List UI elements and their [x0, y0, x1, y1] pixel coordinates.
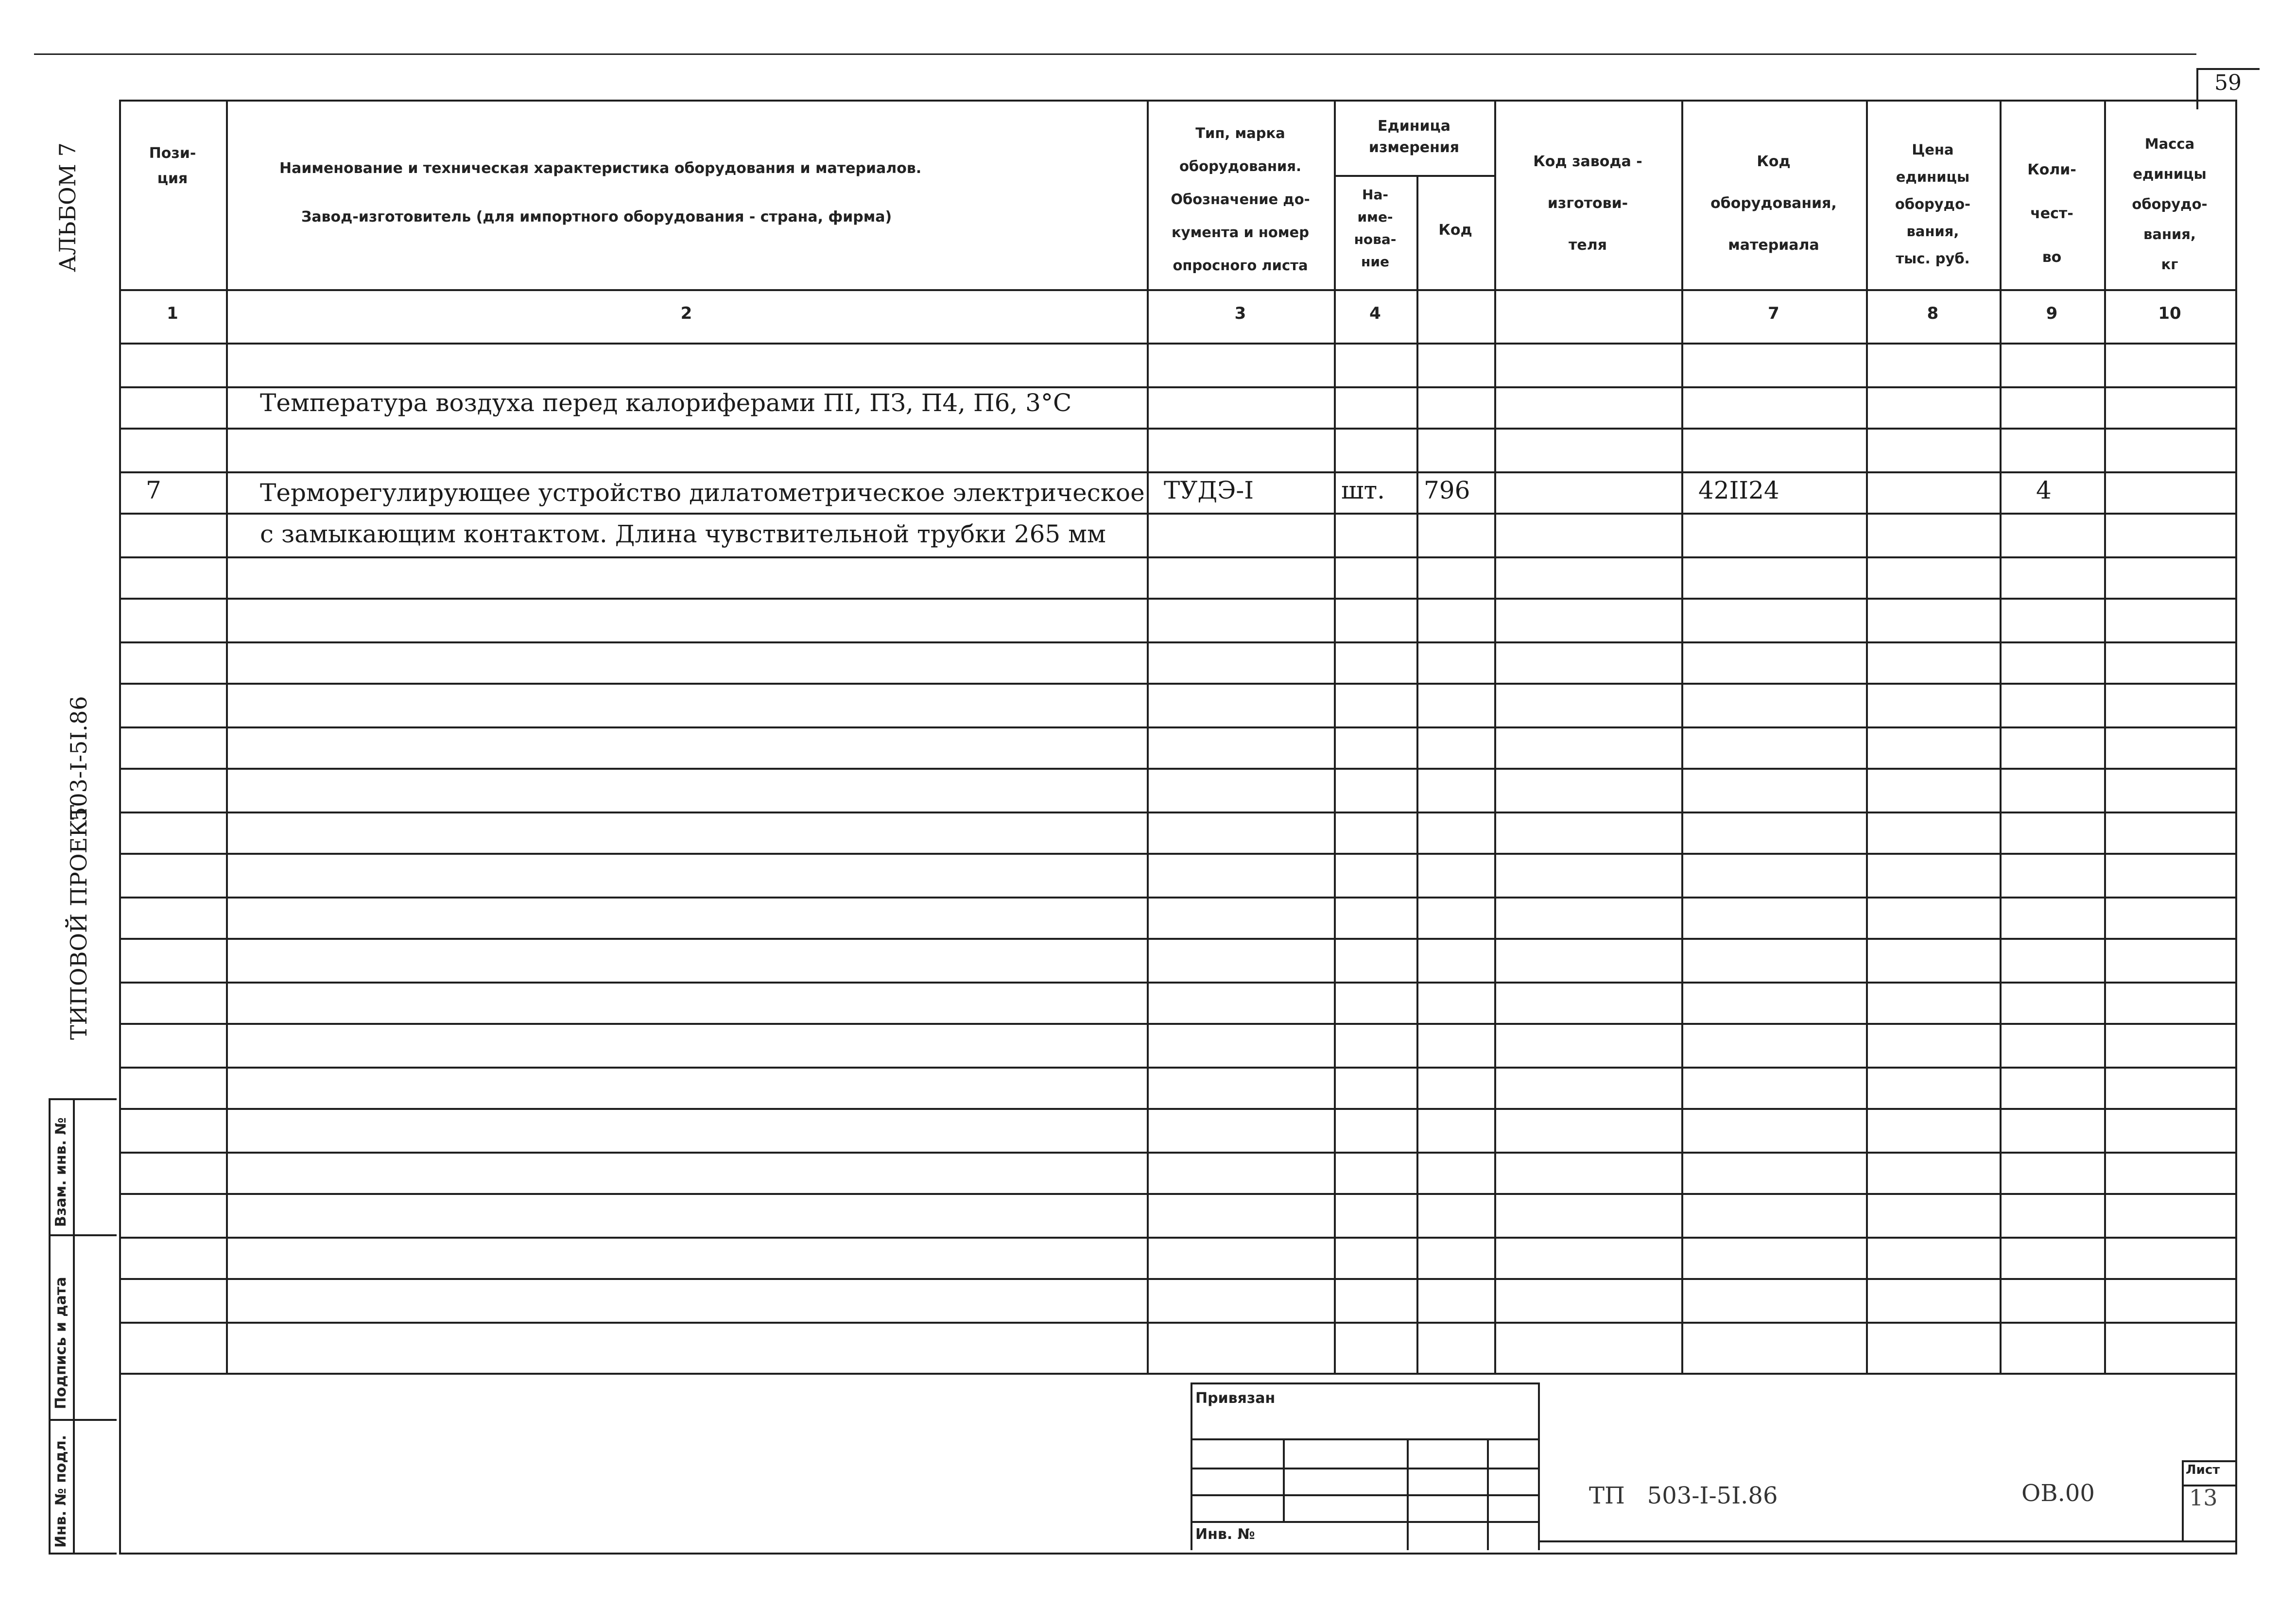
table-row-2-unit-code: 796 [1424, 476, 1470, 504]
colnum-1: 1 [167, 304, 178, 323]
sheet-code: ОВ.00 [2021, 1480, 2095, 1507]
sheet-number: 13 [2189, 1485, 2218, 1511]
document-code: ТП 503-I-5I.86 [1589, 1482, 1778, 1509]
page-number-box-left [2196, 68, 2198, 109]
col-div-3 [1334, 100, 1336, 1373]
colnum-7: 7 [1768, 304, 1779, 323]
stamp-block-row1 [1191, 1438, 1538, 1440]
row-line [119, 1023, 2235, 1025]
table-top [119, 100, 2235, 102]
col-div-9 [2104, 100, 2106, 1373]
row-line [119, 1193, 2235, 1195]
left-stamp-bottom [49, 1553, 117, 1555]
row-line [119, 428, 2235, 430]
table-row-2-type: ТУДЭ-I [1164, 476, 1254, 504]
row-line [119, 897, 2235, 899]
unit-group-divider [1334, 175, 1494, 177]
left-stamp-right [73, 1098, 75, 1553]
row-line [119, 812, 2235, 813]
stamp-label-inv: Инв. № подл. [52, 1434, 69, 1548]
colnum-3: 3 [1234, 304, 1246, 323]
colnum-8: 8 [1927, 304, 1939, 323]
table-row-1-name: Температура воздуха перед калориферами ПI, ПЗ, П4, П6, 3°С [260, 389, 1072, 417]
header-equip-code: Код оборудования, материала [1710, 153, 1837, 254]
stamp-block-right [1538, 1382, 1540, 1550]
stamp-block-col1 [1283, 1438, 1285, 1521]
project-code-side: 503-I-5I.86 [66, 696, 92, 821]
sheet-box-top [2182, 1460, 2235, 1462]
row-line [119, 471, 2235, 473]
row-line [119, 641, 2235, 643]
stamp-block-row3 [1191, 1494, 1538, 1496]
page-number-box-top [2196, 68, 2260, 70]
header-position: Пози- ция [149, 145, 196, 187]
stamp-inv-label: Инв. № [1195, 1526, 1255, 1543]
stamp-label-podpis: Подпись и дата [52, 1277, 69, 1409]
header-plant-code: Код завода - изготови- теля [1533, 153, 1642, 254]
row-line [119, 598, 2235, 600]
header-unit-code: Код [1438, 222, 1472, 239]
row-line [119, 1108, 2235, 1110]
row-line [119, 513, 2235, 515]
table-row-2-position: 7 [146, 476, 161, 504]
stamp-block-col2 [1407, 1438, 1409, 1550]
col-div-6 [1681, 100, 1683, 1373]
col-div-7 [1866, 100, 1868, 1373]
stamp-block-left [1191, 1382, 1192, 1550]
col-div-2 [1147, 100, 1149, 1373]
top-rule [34, 53, 2196, 55]
table-row-2-unit-name: шт. [1341, 476, 1385, 504]
sheet-label: Лист [2186, 1463, 2220, 1477]
row-line [119, 768, 2235, 770]
header-name-line1: Наименование и техническая характеристика оборудования и материалов. [279, 160, 922, 177]
col-div-1 [226, 100, 228, 1373]
table-right [2235, 100, 2237, 1553]
sheet-box-left [2182, 1460, 2184, 1540]
left-stamp-left [49, 1098, 51, 1553]
stamp-label-vzam: Взам. инв. № [52, 1117, 69, 1227]
header-type: Тип, марка оборудования. Обозначение до- кумента и номер опросного листа [1171, 125, 1310, 274]
colnum-2: 2 [680, 304, 692, 323]
row-line [119, 386, 2235, 388]
stamp-block-row4 [1191, 1521, 1538, 1523]
colnum-4: 4 [1369, 304, 1381, 323]
table-row-2-quantity: 4 [2036, 476, 2052, 504]
table-row-2-name: Терморегулирующее устройство дилатометрическое электрическое [260, 479, 1145, 507]
row-line [119, 1237, 2235, 1239]
header-mass: Масса единицы оборудо- вания, кг [2132, 136, 2208, 273]
row-line [119, 1152, 2235, 1154]
title-block-bottom-rule [1538, 1540, 2235, 1542]
stamp-block-col3 [1487, 1438, 1489, 1550]
stamp-bound-label: Привязан [1195, 1390, 1276, 1407]
left-stamp-div2 [49, 1419, 117, 1421]
row-line [119, 683, 2235, 685]
row-line [119, 1067, 2235, 1069]
header-unit-group: Единица измерения [1368, 118, 1460, 156]
table-row-2-equip-code: 42II24 [1698, 476, 1779, 504]
row-line [119, 726, 2235, 728]
table-row-3-name: с замыкающим контактом. Длина чувствительной трубки 265 мм [260, 520, 1106, 548]
header-bottom [119, 289, 2235, 291]
row-line [119, 1278, 2235, 1280]
table-bottom [119, 1553, 2237, 1555]
col-div-5 [1494, 100, 1496, 1373]
header-price: Цена единицы оборудо- вания, тыс. руб. [1895, 141, 1971, 267]
colnum-10: 10 [2158, 304, 2181, 323]
page-number: 59 [2214, 70, 2242, 95]
row-line [119, 938, 2235, 940]
project-type-side: ТИПОВОЙ ПРОЕКТ [66, 805, 92, 1040]
row-line [119, 982, 2235, 984]
stamp-block-row2 [1191, 1468, 1538, 1469]
header-name-line2: Завод-изготовитель (для импортного оборудования - страна, фирма) [301, 208, 892, 225]
header-unit-name: На- име- нова- ние [1354, 187, 1397, 270]
row-line [119, 556, 2235, 558]
colnum-bottom [119, 343, 2235, 345]
data-area-bottom [119, 1373, 2235, 1375]
left-stamp-top [49, 1098, 117, 1100]
col-div-8 [2000, 100, 2002, 1373]
row-line [119, 1322, 2235, 1324]
header-quantity: Коли- чест- во [2027, 161, 2076, 266]
left-stamp-div1 [49, 1234, 117, 1236]
album-label: АЛЬБОМ 7 [54, 142, 81, 272]
colnum-9: 9 [2046, 304, 2058, 323]
row-line [119, 853, 2235, 855]
stamp-block-top [1191, 1382, 1538, 1384]
